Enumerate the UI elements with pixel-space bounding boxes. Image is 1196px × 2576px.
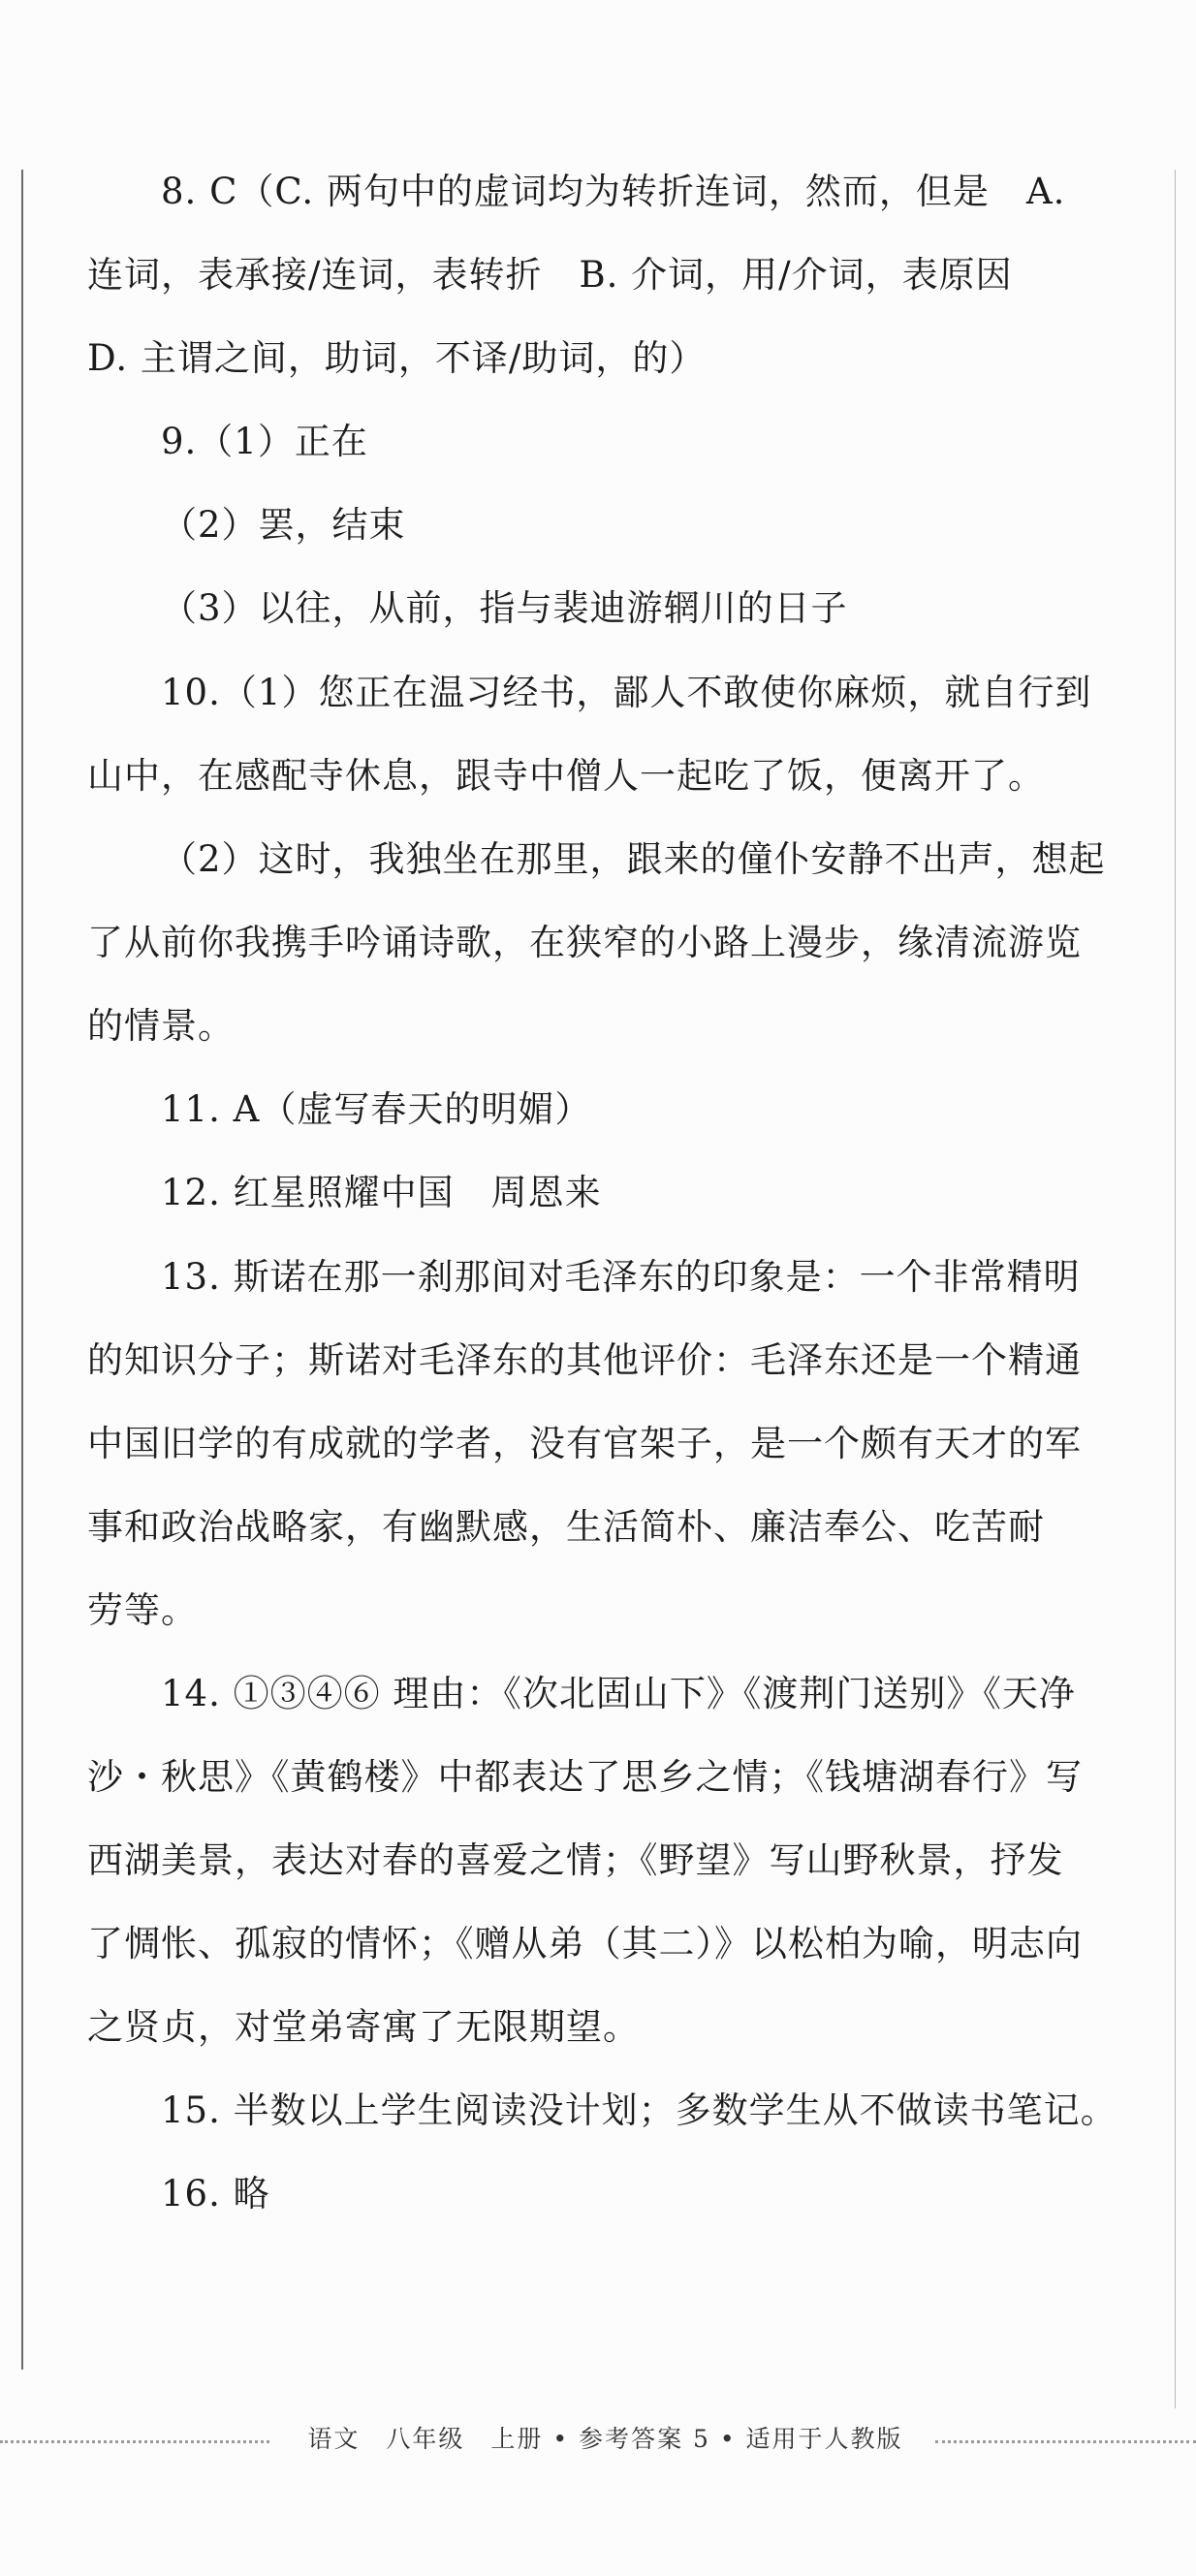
answer-10-line-5: 的情景。 — [87, 1005, 235, 1047]
answer-13-line-2: 的知识分子；斯诺对毛泽东的其他评价：毛泽东还是一个精通 — [87, 1339, 1082, 1381]
page-footer — [0, 2411, 1196, 2460]
answer-13-line-4: 事和政治战略家，有幽默感，生活简朴、廉洁奉公、吃苦耐 — [87, 1506, 1045, 1548]
answer-10-line-2: 山中，在感配寺休息，跟寺中僧人一起吃了饭，便离开了。 — [87, 755, 1045, 797]
answer-14-line-1: 14. ①③④⑥ 理由：《次北固山下》《渡荆门送别》《天净 — [161, 1673, 1076, 1714]
footer-dotted-rule-left — [0, 2440, 269, 2443]
answer-10-line-4: 了从前你我携手吟诵诗歌，在狭窄的小路上漫步，缘清流游览 — [87, 922, 1082, 963]
answer-8-line-3: D. 主谓之间，助词，不译/助词，的） — [87, 337, 707, 379]
answer-10-line-1: 10.（1）您正在温习经书，鄙人不敢使你麻烦，就自行到 — [161, 672, 1092, 713]
answer-14-line-3: 西湖美景，表达对春的喜爱之情；《野望》写山野秋景，抒发 — [87, 1839, 1064, 1881]
answer-9-line-2: （2）罢，结束 — [161, 504, 406, 546]
left-margin-rule — [21, 170, 23, 2370]
right-margin-rule — [1175, 170, 1176, 2408]
answer-9-line-1: 9.（1）正在 — [161, 421, 368, 462]
answer-10-line-3: （2）这时，我独坐在那里，跟来的僮仆安静不出声，想起 — [161, 838, 1106, 880]
answer-13-line-5: 劳等。 — [87, 1589, 198, 1631]
answer-8-line-1: 8. C（C. 两句中的虚词均为转折连词，然而，但是 A. — [161, 171, 1066, 212]
answer-14-line-2: 沙・秋思》《黄鹤楼》中都表达了思乡之情；《钱塘湖春行》写 — [87, 1756, 1083, 1798]
answer-15-line: 15. 半数以上学生阅读没计划；多数学生从不做读书笔记。 — [161, 2089, 1117, 2131]
answer-11-line: 11. A（虚写春天的明媚） — [161, 1088, 592, 1130]
answer-16-line: 16. 略 — [161, 2173, 270, 2215]
answer-14-line-4: 了惆怅、孤寂的情怀；《赠从弟（其二）》以松柏为喻，明志向 — [87, 1923, 1083, 1964]
answer-9-line-3: （3）以往，从前，指与裴迪游辋川的日子 — [161, 587, 848, 629]
footer-text: 语文 八年级 上册 • 参考答案 5 • 适用于人教版 — [307, 2425, 903, 2453]
answer-13-line-3: 中国旧学的有成就的学者，没有官架子，是一个颇有天才的军 — [87, 1423, 1082, 1464]
footer-dotted-rule-right — [935, 2440, 1196, 2443]
answer-13-line-1: 13. 斯诺在那一刹那间对毛泽东的印象是：一个非常精明 — [161, 1256, 1081, 1298]
answer-12-line: 12. 红星照耀中国 周恩来 — [161, 1172, 602, 1213]
answer-8-line-2: 连词，表承接/连词，表转折 B. 介词，用/介词，表原因 — [87, 254, 1013, 296]
answer-14-line-5: 之贤贞，对堂弟寄寓了无限期望。 — [87, 2006, 640, 2048]
